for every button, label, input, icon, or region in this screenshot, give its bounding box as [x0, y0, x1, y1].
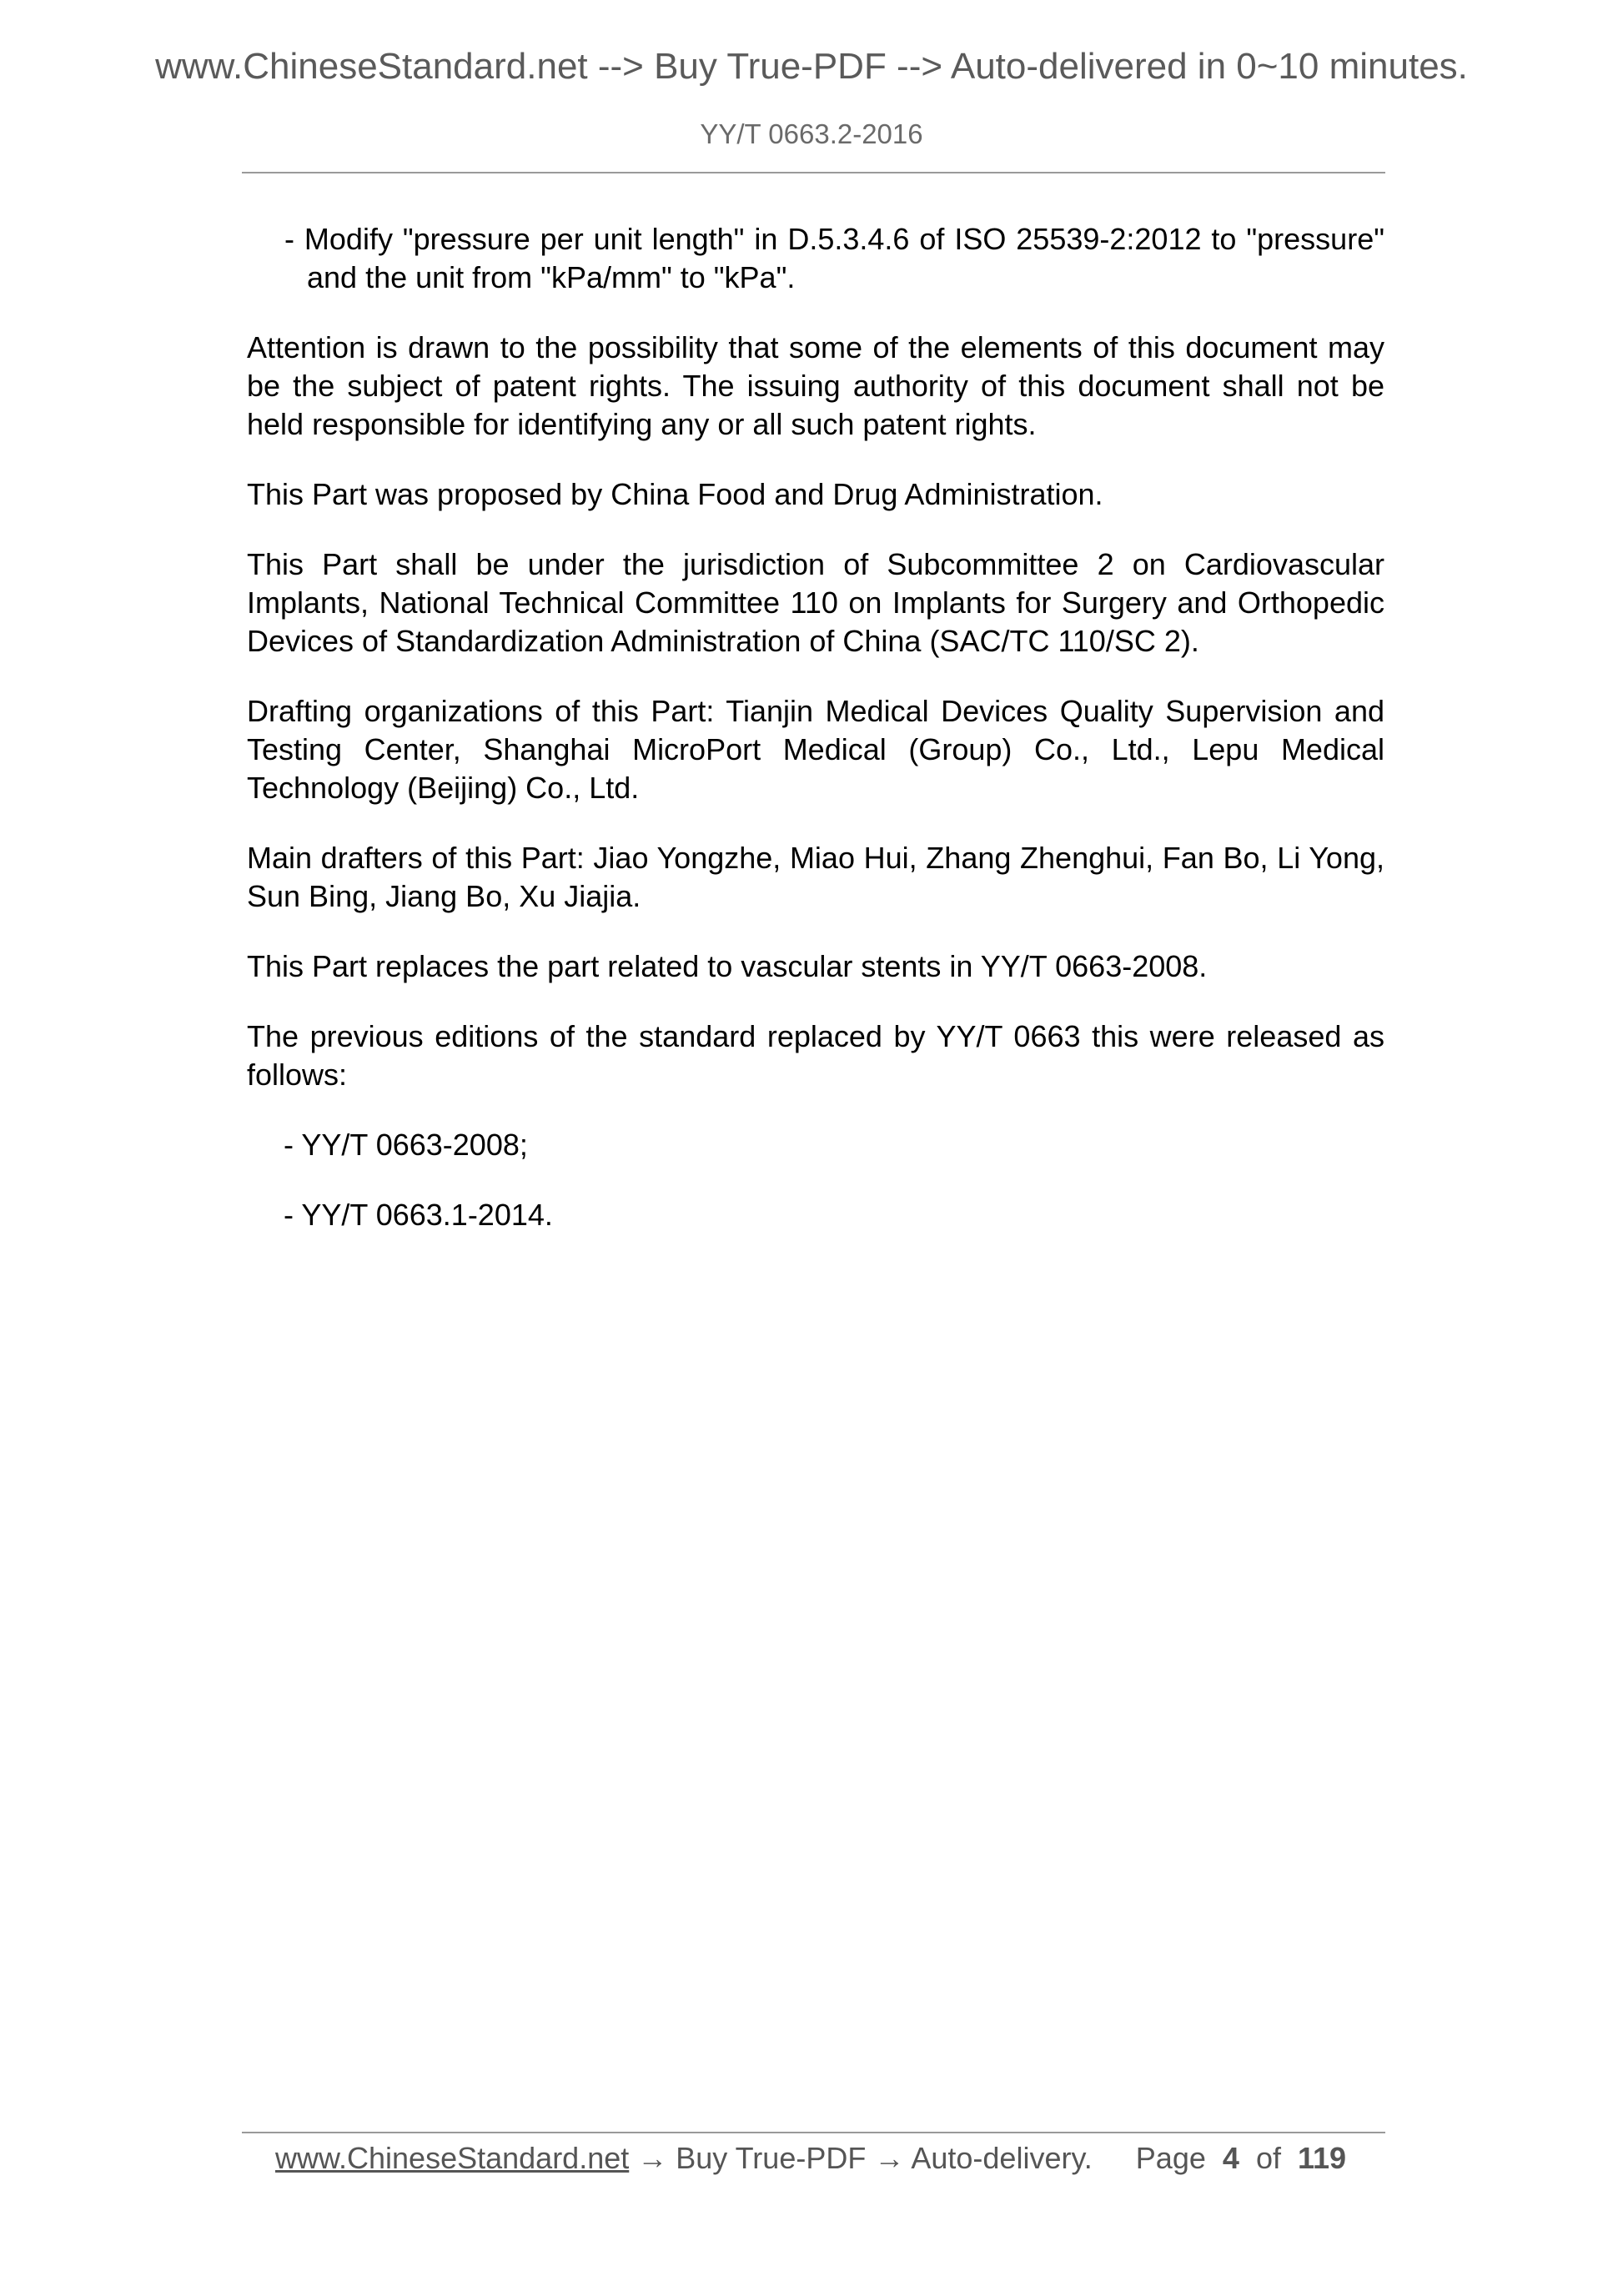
document-body: [247, 220, 1384, 1266]
replaces-paragraph: This Part replaces the part related to vascular stents in YY/T 0663-2008.: [247, 949, 1208, 983]
patent-attention-paragraph: Attention is drawn to the possibility that some of the elements of this document may be the subject of patent rights. The issuing authority of this document shall not be held responsible for identifying any or all such patent rights.: [247, 330, 1384, 441]
footer-divider: [242, 2132, 1385, 2133]
edition-list-item: - YY/T 0663.1-2014.: [284, 1198, 553, 1232]
total-pages-number: 119: [1297, 2141, 1347, 2175]
site-banner: www.ChineseStandard.net --> Buy True-PDF --> Auto-delivered in 0~10 minutes.: [155, 46, 1468, 87]
page-footer: [275, 2138, 1346, 2178]
footer-buy-text: Buy True-PDF: [676, 2141, 867, 2175]
arrow-right-icon: →: [629, 2141, 676, 2175]
page-label: Page: [1135, 2141, 1206, 2175]
footer-site-link[interactable]: www.ChineseStandard.net: [275, 2141, 630, 2175]
main-drafters-paragraph: Main drafters of this Part: Jiao Yongzhe, Miao Hui, Zhang Zhenghui, Fan Bo, Li Yong, Sun Bing, Jiang Bo, Xu Jiajia.: [247, 841, 1384, 913]
page-indicator: [1136, 2141, 1346, 2175]
jurisdiction-paragraph: This Part shall be under the jurisdiction of Subcommittee 2 on Cardiovascular Implants, National Technical Committee 110 on Implants for Surgery and Orthopedic Devices of Standardization Administration of China (SAC/TC 110/SC 2).: [247, 547, 1384, 658]
header-divider: [242, 172, 1385, 173]
proposed-by-paragraph: This Part was proposed by China Food and Drug Administration.: [247, 477, 1103, 511]
previous-editions-paragraph: The previous editions of the standard replaced by YY/T 0663 this were released as follows:: [247, 1019, 1384, 1092]
of-label: of: [1255, 2141, 1281, 2175]
footer-delivery-text: Auto-delivery.: [911, 2141, 1093, 2175]
current-page-number: 4: [1222, 2141, 1239, 2175]
modification-bullet: - Modify "pressure per unit length" in D.5.3.4.6 of ISO 25539-2:2012 to "pressure" and the unit from "kPa/mm" to "kPa".: [284, 222, 1384, 294]
arrow-right-icon: →: [866, 2141, 912, 2175]
document-code: YY/T 0663.2-2016: [700, 118, 923, 149]
edition-list-item: - YY/T 0663-2008;: [284, 1128, 528, 1162]
drafting-organizations-paragraph: Drafting organizations of this Part: Tianjin Medical Devices Quality Supervision and Testing Center, Shanghai MicroPort Medical (Group) Co., Ltd., Lepu Medical Technology (Beijing) Co., Ltd.: [247, 694, 1384, 805]
